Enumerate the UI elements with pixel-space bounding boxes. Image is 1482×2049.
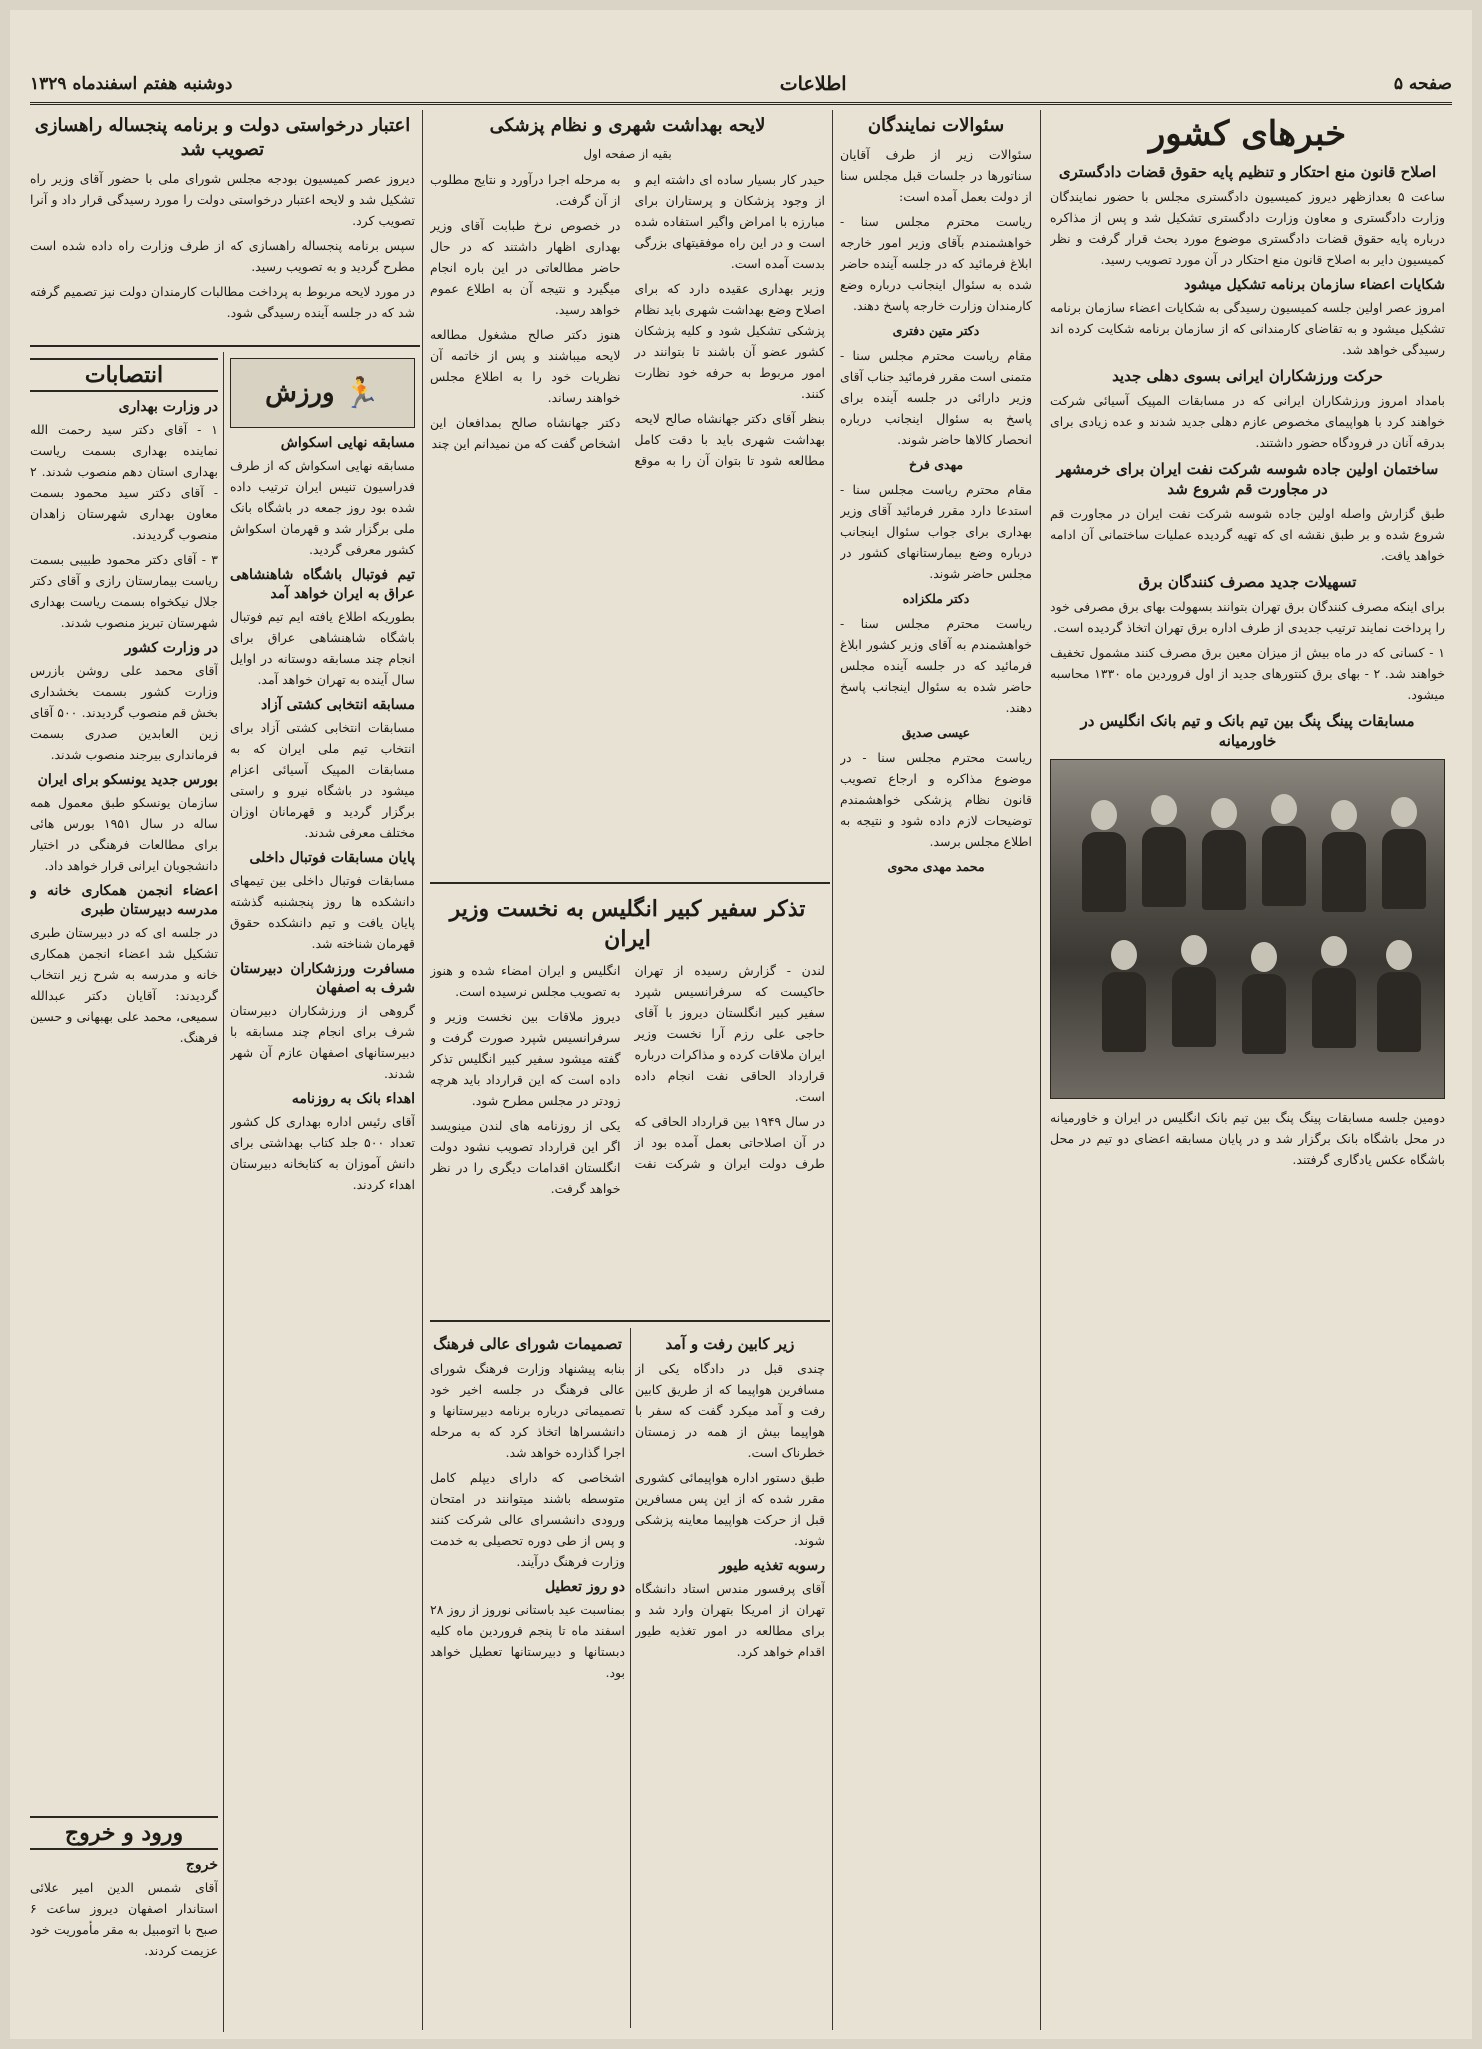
newspaper-page bbox=[10, 10, 1472, 2039]
sports-paragraph: آقای رئیس اداره بهداری کل کشور تعداد ۵۰۰ جلد کتاب بهداشتی برای دانش آموزان به کتابخانه دبیرستان اهداء کردند. bbox=[230, 1114, 415, 1192]
travel-title: ورود و خروج bbox=[30, 1816, 218, 1850]
question-text: ریاست محترم مجلس سنا - خواهشمندم بآقای وزیر امور خارجه ابلاغ فرمائید که در جلسه آینده حاضر شده به سئوال اینجانب درباره وضع کارمندان وزارت خارجه پاسخ دهند. bbox=[840, 214, 1032, 313]
appointments-paragraph: آقای محمد علی روشن بازرس وزارت کشور بسمت بخشداری بخش قم منصوب گردیدند. ۵۰۰ آقای زین العابدین صدری بسمت فرمانداری بیرجند منصوب شدند. bbox=[30, 663, 218, 762]
team-photo bbox=[1050, 759, 1445, 1099]
council-paragraph: بمناسبت عید باستانی نوروز از روز ۲۸ اسفند ماه تا پنجم فروردین ماه کلیه دبستانها و دبیرستانها تعطیل خواهد بود. bbox=[430, 1602, 625, 1680]
credit-title: اعتبار درخواستی دولت و برنامه پنجساله راهسازی تصویب شد bbox=[34, 115, 411, 160]
health-paragraph: دکتر جهانشاه صالح بمدافعان این اشخاص گفت که من نمیدانم این چند bbox=[430, 415, 621, 451]
column-flights bbox=[635, 1328, 825, 2028]
column-travel bbox=[30, 1810, 218, 2030]
health-paragraph: وزیر بهداری عقیده دارد که برای اصلاح وضع بهداشت شهری باید نظام پزشکی تشکیل شود و کلیه پزشکان کشور عضو آن باشند تا بتوانند در امور مربوط به حرفه خود نظارت کنند. bbox=[634, 281, 825, 401]
health-paragraph: در خصوص نرخ طبابت آقای وزیر بهداری اظهار داشتند که در حال حاضر مطالعاتی در این باره انجام میگیرد و نتیجه آن به اطلاع عموم خواهد رسید. bbox=[430, 218, 621, 317]
council-paragraph: بنابه پیشنهاد وزارت فرهنگ شورای عالی فرهنگ در جلسه اخیر خود تصمیماتی درباره برنامه دبیرستانها و دانشسراها اتخاذ کرد که به مرحله اجرا گذارده خواهد شد. bbox=[430, 1361, 625, 1460]
flights-title: زیر کابین رفت و آمد bbox=[665, 1335, 795, 1353]
questions-intro: سئوالات زیر از طرف آقایان سناتورها در جلسات قبل مجلس سنا از دولت بعمل آمده است: bbox=[840, 147, 1032, 204]
column-credit bbox=[30, 110, 415, 340]
news-paragraph: امروز عصر اولین جلسه کمیسیون رسیدگی به شکایات اعضاء سازمان برنامه تشکیل میشود و به تقاضای کارمندانی که از سازمان برنامه شکایت کرده اند رسیدگی خواهد شد. bbox=[1050, 300, 1445, 357]
question-signature: دکتر ملکزاده bbox=[902, 591, 970, 606]
sports-subhead: تیم فوتبال باشگاه شاهنشاهی عراق به ایران خواهد آمد bbox=[230, 567, 415, 602]
question-signature: مهدی فرخ bbox=[908, 457, 964, 472]
column-sports bbox=[230, 352, 415, 2032]
question-signature: عیسی صدیق bbox=[901, 725, 971, 740]
sports-subhead: اهداء بانک به روزنامه bbox=[291, 1091, 415, 1107]
question-signature: دکتر متین دفتری bbox=[892, 323, 980, 338]
health-paragraph: حیدر کار بسیار ساده ای داشته ایم و از وجود پزشکان و پرستاران برای مبارزه با امراض واگیر استفاده شده است و در این راه موفقیتهای بزرگی بدست آمده است. bbox=[634, 172, 825, 271]
news-subhead: اصلاح قانون منع احتکار و تنظیم پایه حقوق قضات دادگستری bbox=[1058, 163, 1437, 181]
council-paragraph: اشخاصی که دارای دیپلم کامل متوسطه باشند میتوانند در امتحان ورودی دانشسرای عالی شرکت کنند و پس از طی دوره تحصیلی به خدمت وزارت فرهنگ درآیند. bbox=[430, 1470, 625, 1569]
flights-subhead: رسوبه تغذیه طیور bbox=[719, 1558, 825, 1574]
news-subhead: حرکت ورزشکاران ایرانی بسوی دهلی جدید bbox=[1112, 367, 1383, 385]
council-title: تصمیمات شورای عالی فرهنگ bbox=[433, 1335, 622, 1353]
sports-logo bbox=[230, 358, 415, 428]
question-signature: محمد مهدی محوی bbox=[887, 859, 985, 874]
runner-icon: 🏃 bbox=[342, 375, 380, 411]
flights-paragraph: آقای پرفسور مندس استاد دانشگاه تهران از امریکا بتهران وارد شد و برای مطالعه در امور تغذیه طیور اقدام خواهد کرد. bbox=[635, 1581, 825, 1659]
column-health bbox=[430, 110, 825, 880]
news-subhead: تسهیلات جدید مصرف کنندگان برق bbox=[1138, 573, 1357, 591]
travel-subhead: خروج bbox=[185, 1857, 218, 1873]
news-paragraph: ساعت ۵ بعدازظهر دیروز کمیسیون دادگستری مجلس با حضور نمایندگان وزارت دادگستری و معاون وزارت دادگستری تشکیل شد و پس از مذاکره درباره پایه حقوق قضات دادگستری موضوع مورد بحث قرار گرفت و نظر کمیسیون دایر به اصلاح قانون منع احتکار در آن مورد تصویب رسید. bbox=[1050, 189, 1445, 267]
sports-subhead: پایان مسابقات فوتبال داخلی bbox=[249, 850, 415, 866]
page-label: صفحه ۵ bbox=[1393, 73, 1452, 94]
sports-subhead: مسابقه انتخابی کشتی آزاد bbox=[260, 697, 415, 713]
credit-paragraph: سپس برنامه پنجساله راهسازی که از طرف وزارت راه داده شده است مطرح گردید و به تصویب رسید. bbox=[30, 238, 415, 274]
health-subtitle: بقیه از صفحه اول bbox=[583, 147, 672, 161]
health-paragraph: بنظر آقای دکتر جهانشاه صالح لایحه بهداشت شهری باید با دقت کامل مطالعه شود تا بتوان آن را به موقع به مرحله اجرا درآورد و نتایج مطلوب از آن گرفت. bbox=[430, 172, 825, 468]
news-subhead: شکایات اعضاء سازمان برنامه تشکیل میشود bbox=[1184, 277, 1445, 293]
appointments-subhead: در وزارت کشور bbox=[124, 640, 218, 656]
sports-subhead: مسابقه نهایی اسکواش bbox=[280, 435, 415, 451]
news-paragraph: برای اینکه مصرف کنندگان برق تهران بتوانند بسهولت بهای برق مصرفی خود را پرداخت نمایند ترتیب جدیدی از طرف اداره برق تهران اتخاذ گردیده است. bbox=[1050, 599, 1445, 635]
appointments-title: انتصابات bbox=[30, 358, 218, 392]
question-text: مقام ریاست محترم مجلس سنا - متمنی است مقرر فرمائید جناب آقای وزیر دارائی در جلسه آینده برای پاسخ به سئوال اینجانب درباره انحصار کالاها حاضر شوند. bbox=[840, 348, 1032, 447]
ambassador-paragraph: در سال ۱۹۴۹ بین قرارداد الحاقی که در آن اصلاحاتی بعمل آمده بود از طرف دولت ایران و شرکت نفت انگلیس و ایران امضاء شده و هنوز به تصویب مجلس نرسیده است. bbox=[430, 963, 825, 1171]
question-text: ریاست محترم مجلس سنا - در موضوع مذاکره و ارجاع تصویب قانون نظام پزشکی خواهشمندم توضیحات لازم داده شود و نتیجه به اطلاع مجلس برسد. bbox=[840, 750, 1032, 849]
sports-paragraph: مسابقات فوتبال داخلی بین تیمهای دانشکده ها روز پنجشنبه گذشته پایان یافت و تیم دانشکده حقوق قهرمان شناخته شد. bbox=[230, 873, 415, 951]
sports-paragraph: بطوریکه اطلاع یافته ایم تیم فوتبال باشگاه شاهنشاهی عراق برای انجام چند مسابقه دوستانه در اوایل سال آینده به تهران خواهد آمد. bbox=[230, 609, 415, 687]
sports-subhead: مسافرت ورزشکاران دبیرستان شرف به اصفهان bbox=[230, 961, 415, 996]
sports-paragraph: مسابقه نهایی اسکواش که از طرف فدراسیون تنیس ایران ترتیب داده شده بود روز جمعه در باشگاه بانک ملی برگزار شد و قهرمان اسکواش کشور معرفی گردید. bbox=[230, 458, 415, 557]
news-subhead: ساختمان اولین جاده شوسه شرکت نفت ایران برای خرمشهر در مجاورت قم شروع شد bbox=[1056, 460, 1439, 498]
appointments-paragraph: ۳ - آقای دکتر محمود طبیبی بسمت ریاست بیمارستان رازی و آقای دکتر جلال نیکخواه بسمت ریاست بهداری شهرستان تبریز منصوب شدند. bbox=[30, 552, 218, 630]
newspaper-name: اطلاعات bbox=[779, 72, 847, 95]
news-paragraph: طبق گزارش واصله اولین جاده شوسه شرکت نفت ایران در مجاورت قم شروع شده و بر طبق نقشه ای که تهیه گردیده عملیات ساختمانی آن ادامه خواهد یافت. bbox=[1050, 506, 1445, 563]
ambassador-paragraph: لندن - گزارش رسیده از تهران حاکیست که سرفرانسیس شپرد سفیر کبیر انگلستان دیروز با آقای حاجی علی رزم آرا نخست وزیر ایران ملاقات کرده و مذاکرات درباره قرارداد الحاقی نفت انجام داده است. bbox=[634, 963, 825, 1104]
masthead bbox=[30, 65, 1452, 105]
column-news bbox=[1050, 110, 1445, 2030]
column-ambassador bbox=[430, 890, 825, 1310]
appointments-subhead: اعضاء انجمن همکاری خانه و مدرسه دبیرستان طبری bbox=[30, 883, 218, 918]
credit-paragraph: در مورد لایحه مربوط به پرداخت مطالبات کارمندان دولت نیز تصمیم گرفته شد که در جلسه آینده رسیدگی شود. bbox=[30, 284, 415, 320]
appointments-paragraph: سازمان یونسکو طبق معمول همه ساله در سال ۱۹۵۱ بورس هائی برای مطالعات فرهنگی در اختیار دانشجویان ایرانی قرار خواهد داد. bbox=[30, 795, 218, 873]
travel-paragraph: آقای شمس الدین امیر علائی استاندار اصفهان دیروز ساعت ۶ صبح با اتومبیل به مقر مأموریت خود عزیمت کردند. bbox=[30, 1880, 218, 1958]
column-appointments bbox=[30, 352, 218, 1802]
column-council bbox=[430, 1328, 625, 2028]
appointments-paragraph: در جلسه ای که در دبیرستان طبری تشکیل شد اعضاء انجمن همکاری خانه و مدرسه به شرح زیر انتخاب گردیدند: آقایان دکتر عبدالله سمیعی، محمد علی بهبهانی و حسین فرهنگ. bbox=[30, 925, 218, 1045]
news-title: خبرهای کشور bbox=[1148, 114, 1347, 154]
column-questions bbox=[840, 110, 1032, 2030]
sports-logo-text: ورزش bbox=[265, 377, 335, 408]
credit-paragraph: دیروز عصر کمیسیون بودجه مجلس شورای ملی با حضور آقای وزیر راه تشکیل شد و لایحه اعتبار درخواستی دولت را مورد رسیدگی قرار داد و آنرا تصویب کرد. bbox=[30, 171, 415, 228]
question-text: مقام محترم ریاست مجلس سنا - استدعا دارد مقرر فرمائید آقای وزیر بهداری برای جواب سئوال اینجانب درباره وضع بیمارستانهای کشور در مجلس حاضر شوند. bbox=[840, 482, 1032, 581]
news-paragraph: بامداد امروز ورزشکاران ایرانی که در مسابقات المپیک آسیائی شرکت خواهند کرد با هواپیمای مخصوص عازم دهلی جدید شدند و عده زیادی برای بدرقه آنان در فرودگاه حضور داشتند. bbox=[1050, 393, 1445, 450]
council-subhead: دو روز تعطیل bbox=[545, 1579, 625, 1595]
appointments-paragraph: ۱ - آقای دکتر سید رحمت الله نماینده بهداری بسمت ریاست بهداری استان دهم منصوب شدند. ۲ - آقای دکتر سید محمود بسمت معاون بهداری شهرستان زاهدان منصوب گردیدند. bbox=[30, 422, 218, 542]
ambassador-title: تذکر سفیر کبیر انگلیس به نخست وزیر ایران bbox=[449, 896, 806, 952]
ambassador-paragraph: یکی از روزنامه های لندن مینویسد اگر این قرارداد تصویب نشود دولت انگلستان اقدامات دیگری را در نظر خواهد گرفت. bbox=[430, 1118, 621, 1196]
appointments-subhead: بورس جدید یونسکو برای ایران bbox=[37, 772, 218, 788]
sports-paragraph: گروهی از ورزشکاران دبیرستان شرف برای انجام چند مسابقه با دبیرستانهای اصفهان عازم آن شهر شدند. bbox=[230, 1003, 415, 1081]
ambassador-paragraph: دیروز ملاقات بین نخست وزیر و سرفرانسیس شپرد صورت گرفت و گفته میشود سفیر کبیر انگلیس تذکر داده است که این قرارداد باید هرچه زودتر در مجلس مطرح شود. bbox=[430, 1009, 621, 1108]
flights-paragraph: طبق دستور اداره هواپیمائی کشوری مقرر شده که از این پس مسافرین قبل از حرکت هواپیما معاینه پزشکی شوند. bbox=[635, 1470, 825, 1548]
photo-caption: دومین جلسه مسابقات پینگ پنگ بین تیم بانک انگلیس در ایران و خاورمیانه در محل باشگاه بانک برگزار شد و در پایان مسابقه اعضای دو تیم در محل باشگاه عکس یادگاری گرفتند. bbox=[1050, 1110, 1445, 1167]
issue-date: دوشنبه هفتم اسفندماه ۱۳۲۹ bbox=[30, 73, 233, 94]
flights-paragraph: چندی قبل در دادگاه یکی از مسافرین هواپیما که از طریق کابین رفت و آمد میکرد گفت که سفر با هواپیما بیش از همه در زمستان خطرناک است. bbox=[635, 1361, 825, 1460]
health-paragraph: هنوز دکتر صالح مشغول مطالعه لایحه میباشند و پس از خاتمه آن نظریات خود را به اطلاع مجلس خواهند رساند. bbox=[430, 327, 621, 405]
news-paragraph: ۱ - کسانی که در ماه بیش از میزان معین برق مصرف کنند مشمول تخفیف خواهند شد. ۲ - بهای برق کنتورهای جدید از اول فروردین ماه ۱۳۳۰ محاسبه میشود. bbox=[1050, 645, 1445, 702]
question-text: ریاست محترم مجلس سنا - خواهشمندم به آقای وزیر کشور ابلاغ فرمائید که در جلسه آینده مجلس حاضر شده به سئوال اینجانب پاسخ دهند. bbox=[840, 616, 1032, 715]
appointments-subhead: در وزارت بهداری bbox=[118, 399, 218, 415]
questions-title: سئوالات نمایندگان bbox=[867, 115, 1005, 136]
sports-paragraph: مسابقات انتخابی کشتی آزاد برای انتخاب تیم ملی ایران که به مسابقات المپیک آسیائی اعزام میشود در باشگاه نیرو و راستی برگزار گردید و قهرمانان اوزان مختلف معرفی شدند. bbox=[230, 720, 415, 840]
health-title: لایحه بهداشت شهری و نظام پزشکی bbox=[489, 115, 766, 136]
news-subhead: مسابقات پینگ پنگ بین تیم بانک و تیم بانک انگلیس در خاورمیانه bbox=[1080, 712, 1415, 750]
